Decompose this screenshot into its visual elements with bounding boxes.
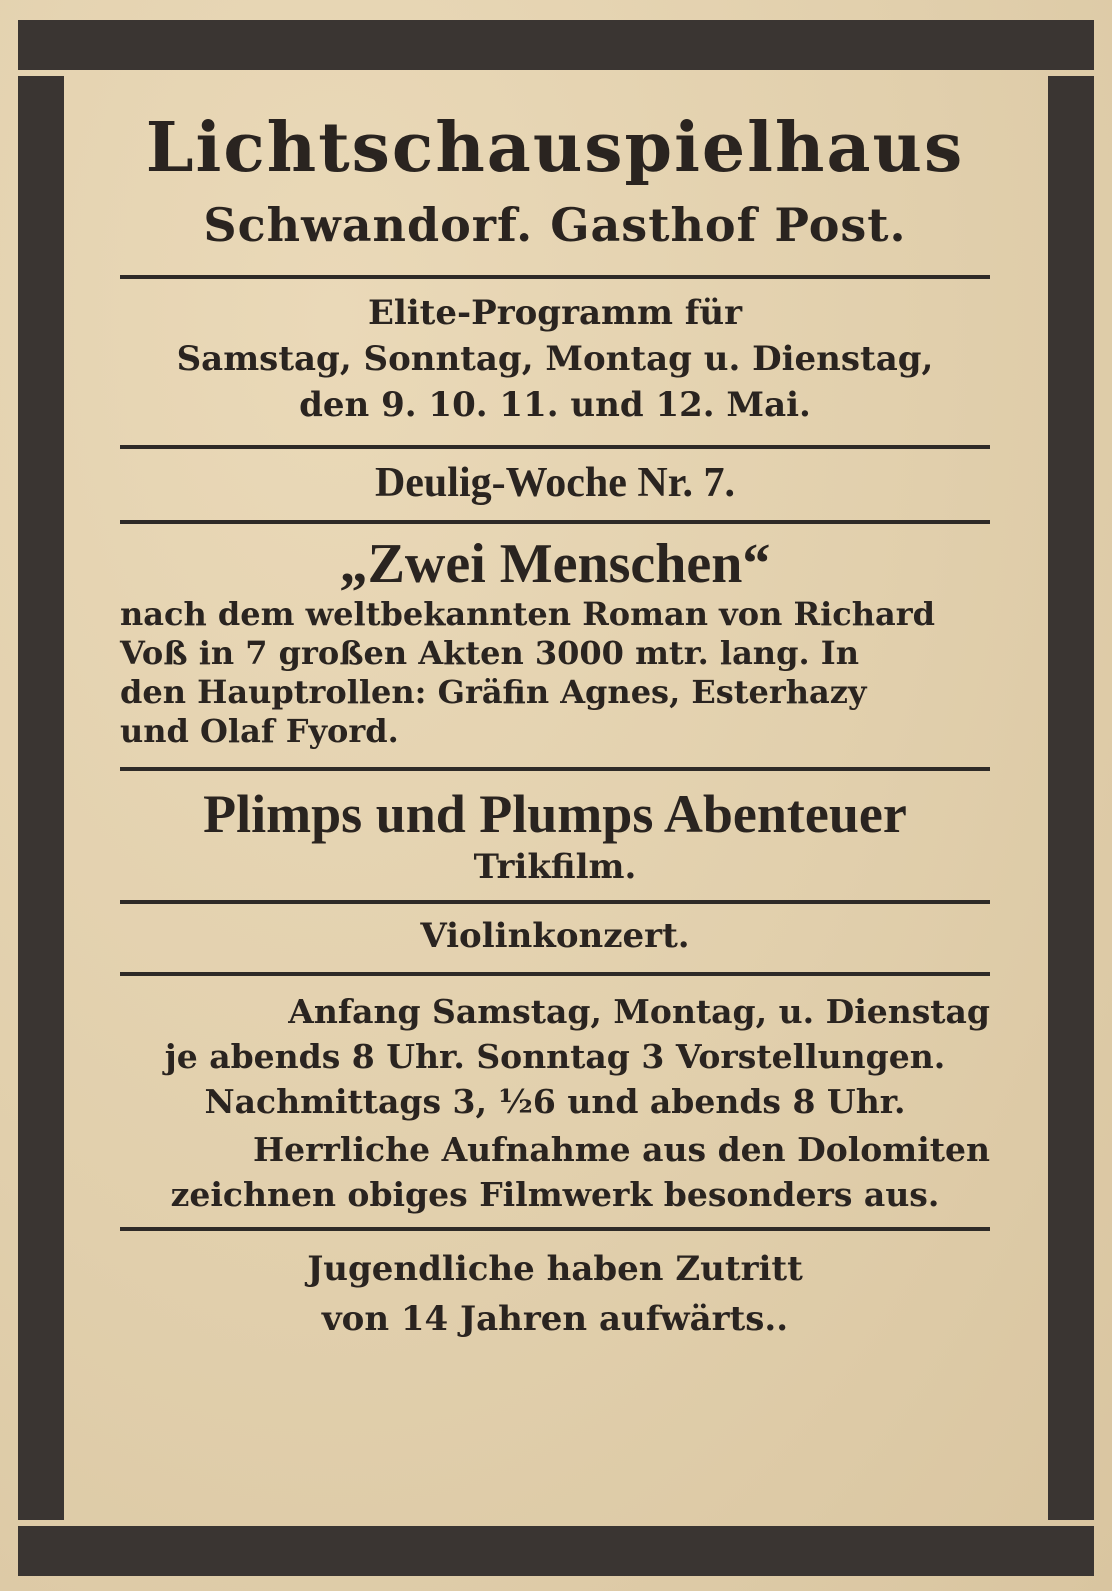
program-dates [120, 279, 990, 445]
frame-border-bottom [18, 1526, 1094, 1576]
youth-line: Jugendliche haben Zutritt [307, 1249, 803, 1290]
schedule-line: Anfang Samstag, Montag, u. Dienstag [288, 992, 990, 1032]
advertisement [120, 100, 990, 1344]
program-heading: Elite-Programm für [367, 293, 743, 334]
main-film-description [120, 595, 990, 767]
show-schedule [120, 976, 990, 1128]
program-days: Samstag, Sonntag, Montag u. Dienstag, [176, 339, 934, 379]
schedule-line: Nachmittags 3, ½6 und abends 8 Uhr. [204, 1081, 906, 1121]
youth-line: von 14 Jahren aufwärts.. [321, 1298, 789, 1339]
youth-admission [120, 1231, 990, 1344]
frame-border-left [18, 76, 64, 1520]
description-line: nach dem weltbekannten Roman von Richard [120, 594, 935, 633]
second-film-kind: Trikfilm. [473, 847, 637, 888]
concert-label: Violinkonzert. [420, 915, 690, 956]
frame-border-top [18, 20, 1094, 70]
frame-border-right [1048, 76, 1094, 1520]
cinema-name: Lichtschauspielhaus [145, 108, 965, 188]
schedule-line: je abends 8 Uhr. Sonntag 3 Vorstellungen. [164, 1037, 946, 1077]
program-date-range: den 9. 10. 11. und 12. Mai. [299, 384, 811, 425]
newsreel-title: Deulig-Woche Nr. 7. [374, 459, 736, 506]
description-line: und Olaf Fyord. [120, 711, 399, 750]
main-film-title: „Zwei Menschen“ [339, 533, 771, 596]
note-line: zeichnen obiges Filmwerk besonders aus. [170, 1174, 940, 1214]
note-line: Herrliche Aufnahme aus den Dolomiten [252, 1130, 990, 1170]
film-note [120, 1128, 990, 1227]
second-film-title: Plimps und Plumps Abenteuer [203, 783, 907, 844]
description-line: den Hauptrollen: Gräfin Agnes, Esterhazy [120, 672, 867, 711]
description-line: Voß in 7 großen Akten 3000 mtr. lang. In [120, 633, 859, 672]
cinema-location: Schwandorf. Gasthof Post. [203, 198, 907, 253]
